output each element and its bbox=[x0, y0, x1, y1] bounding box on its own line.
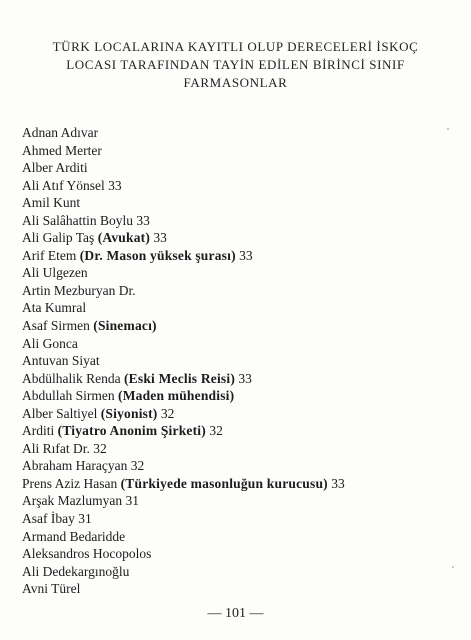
entry-note: (Türkiyede masonluğun kurucusu) bbox=[120, 475, 328, 491]
entry-degree: 32 bbox=[209, 423, 223, 439]
list-item bbox=[22, 422, 462, 440]
entry-name: Armand Bedaridde bbox=[22, 528, 126, 544]
entry-name: Adnan Adıvar bbox=[22, 125, 99, 140]
list-item bbox=[22, 352, 462, 370]
list-item bbox=[22, 212, 462, 230]
entry-name: Ata Kumral bbox=[22, 300, 87, 316]
list-item bbox=[22, 159, 462, 177]
list-item bbox=[22, 528, 462, 546]
list-item bbox=[22, 510, 462, 528]
entry-name: Antuvan Siyat bbox=[22, 353, 100, 369]
list-item bbox=[22, 247, 462, 265]
entry-name: Amil Kunt bbox=[22, 195, 81, 211]
entry-name: Arif Etem bbox=[22, 247, 77, 263]
entry-name: Alber Arditi bbox=[22, 160, 88, 176]
entry-name: Ali Dedekargınoğlu bbox=[22, 563, 130, 579]
entry-degree: 33 bbox=[238, 370, 252, 386]
entry-name: Abdülhalik Renda bbox=[22, 370, 121, 386]
list-item bbox=[22, 177, 462, 195]
list-item bbox=[22, 370, 462, 388]
member-list bbox=[22, 124, 462, 598]
entry-name: Abraham Haraçyan 32 bbox=[22, 458, 145, 474]
entry-name: Arşak Mazlumyan 31 bbox=[22, 493, 139, 509]
entry-note: (Dr. Mason yüksek şurası) bbox=[79, 247, 236, 263]
list-item bbox=[22, 563, 462, 581]
list-item bbox=[22, 317, 462, 335]
entry-name: Abdullah Sirmen bbox=[22, 388, 115, 404]
entry-degree: 33 bbox=[239, 247, 253, 263]
entry-degree: 32 bbox=[160, 405, 175, 421]
list-item bbox=[22, 440, 462, 458]
entry-note: (Sinemacı) bbox=[93, 318, 157, 334]
heading-line-1: TÜRK LOCALARINA KAYITLI OLUP DERECELERİ İSKOÇ bbox=[52, 39, 419, 54]
list-item bbox=[22, 492, 462, 510]
print-speck bbox=[447, 128, 449, 130]
entry-degree: 33 bbox=[331, 475, 345, 491]
list-item bbox=[22, 335, 462, 353]
entry-note: (Avukat) bbox=[97, 230, 151, 246]
entry-note: (Maden mühendisi) bbox=[118, 388, 235, 404]
entry-degree: 33 bbox=[153, 230, 167, 246]
list-item bbox=[22, 387, 462, 405]
list-item bbox=[22, 580, 462, 598]
list-item bbox=[22, 457, 462, 475]
list-item bbox=[22, 264, 462, 282]
entry-name: Ali Rıfat Dr. 32 bbox=[22, 440, 107, 456]
entry-name: Artin Mezburyan Dr. bbox=[22, 282, 136, 298]
page-number: — 101 — bbox=[207, 606, 264, 621]
entry-name: Avni Türel bbox=[22, 581, 81, 597]
heading-line-2: LOCASI TARAFINDAN TAYİN EDİLEN BİRİNCİ SINIF bbox=[66, 57, 405, 72]
list-item bbox=[22, 194, 462, 212]
entry-name: Aleksandros Hocopolos bbox=[22, 546, 152, 562]
print-speck bbox=[452, 566, 454, 568]
list-item bbox=[22, 475, 462, 493]
entry-name: Ali Galip Taş bbox=[22, 230, 95, 246]
entry-name: Ali Gonca bbox=[22, 335, 78, 351]
entry-name: Ahmed Merter bbox=[22, 142, 102, 158]
entry-note: (Eski Meclis Reisi) bbox=[123, 370, 236, 386]
list-item bbox=[22, 142, 462, 160]
entry-name: Ali Ulgezen bbox=[22, 265, 88, 281]
list-item bbox=[22, 299, 462, 317]
list-item bbox=[22, 124, 462, 142]
list-item bbox=[22, 282, 462, 300]
heading-line-3: FARMASONLAR bbox=[183, 75, 288, 90]
entry-name: Asaf İbay 31 bbox=[22, 511, 92, 527]
entry-name: Prens Aziz Hasan bbox=[22, 475, 118, 491]
entry-note: (Tiyatro Anonim Şirketi) bbox=[57, 423, 206, 439]
entry-name: Asaf Sirmen bbox=[22, 318, 90, 334]
list-item bbox=[22, 545, 462, 563]
entry-name: Ali Salâhattin Boylu 33 bbox=[22, 212, 150, 228]
entry-name: Arditi bbox=[22, 423, 55, 439]
entry-name: Ali Atıf Yönsel 33 bbox=[22, 177, 122, 193]
list-item bbox=[22, 229, 462, 247]
entry-name: Alber Saltiyel bbox=[22, 405, 98, 421]
page-heading bbox=[0, 38, 471, 92]
entry-note: (Siyonist) bbox=[100, 405, 158, 421]
list-item bbox=[22, 405, 462, 423]
